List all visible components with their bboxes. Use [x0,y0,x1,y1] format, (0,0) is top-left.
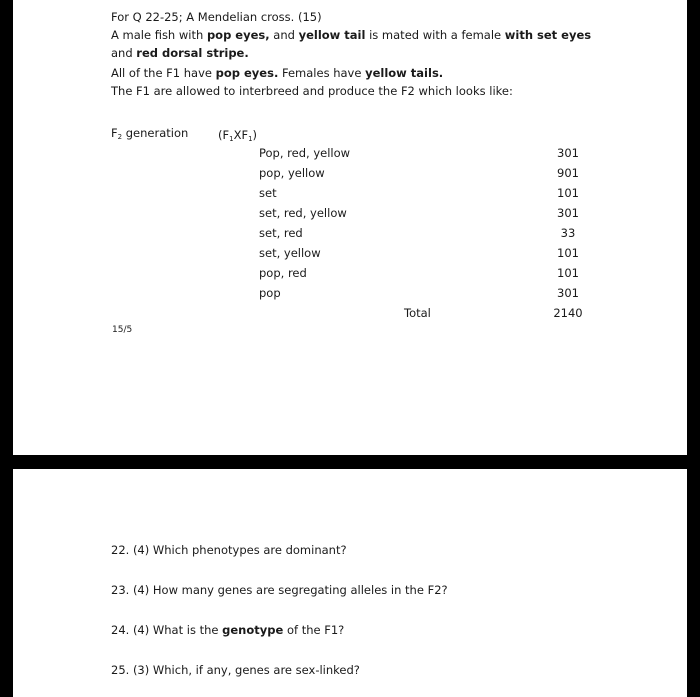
question-24: 24. (4) What is the genotype of the F1? [111,623,345,637]
generation-label: $F_2$ generation [111,126,189,141]
phenotype-count: 901 [557,166,579,180]
total-value: 2140 [553,306,583,320]
f2-intro: The F1 are allowed to interbreed and produce the F2 which looks like: [111,84,513,98]
phenotype-count: 301 [557,146,579,160]
phenotype-label: set, yellow [259,246,321,260]
cross-description-line-1: A male fish with pop eyes, and yellow tail is mated with a female with set eyes [111,28,592,42]
lower-page [13,469,687,697]
page-note: 15/5 [112,325,133,335]
phenotype-label: set, red, yellow [259,206,347,220]
phenotype-label: pop, yellow [259,166,325,180]
question-25: 25. (3) Which, if any, genes are sex-linked? [111,663,360,677]
cross-description-line-2: and red dorsal stripe. [111,46,249,60]
upper-page [13,0,687,455]
phenotype-label: pop, red [259,266,307,280]
phenotype-count: 33 [560,226,576,240]
question-22: 22. (4) Which phenotypes are dominant? [111,543,347,557]
phenotype-count: 101 [557,246,579,260]
phenotype-label: Pop, red, yellow [259,146,351,160]
question-title: For Q 22-25; A Mendelian cross. (15) [111,10,322,24]
phenotype-count: 301 [557,286,579,300]
phenotype-count: 101 [557,266,579,280]
question-23: 23. (4) How many genes are segregating alleles in the F2? [111,583,448,597]
total-label: Total [404,306,431,320]
phenotype-count: 101 [557,186,579,200]
phenotype-count: 301 [557,206,579,220]
cross-label: $(F_1XF_1)$ [218,128,258,143]
phenotype-label: pop [259,286,281,300]
phenotype-label: set [259,186,277,200]
phenotype-label: set, red [259,226,303,240]
f1-description: All of the F1 have pop eyes. Females have yellow tails. [111,66,444,80]
